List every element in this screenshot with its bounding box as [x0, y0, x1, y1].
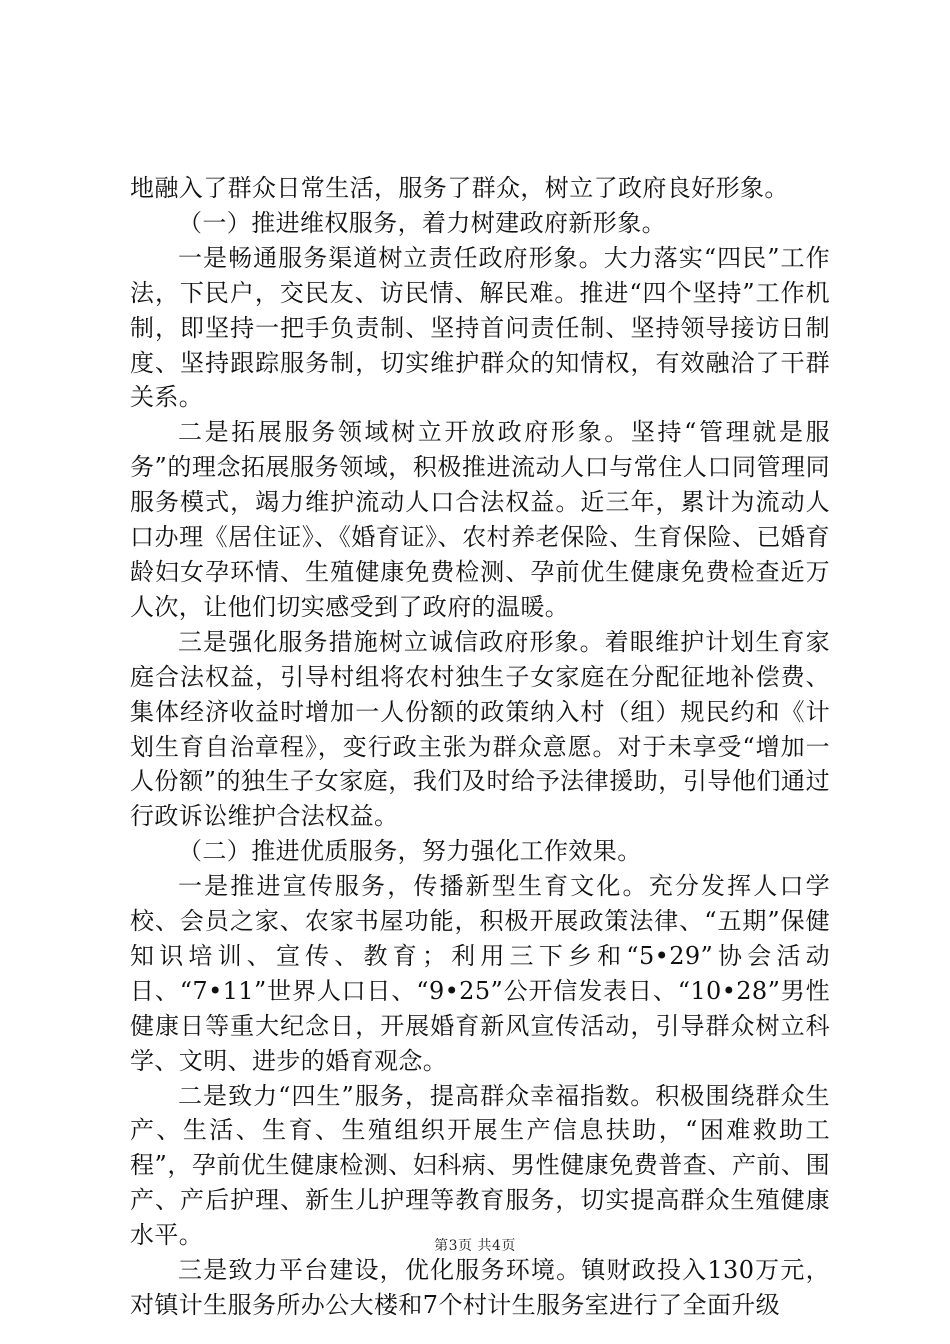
section-heading-2: （二）推进优质服务，努力强化工作效果。 [178, 837, 642, 866]
paragraph-4: 三是强化服务措施树立诚信政府形象。着眼维护计划生育家庭合法权益，引导村组将农村独生子女家庭在分配征地补偿费、集体经济收益时增加一人份额的政策纳入村（组）规民约和《计划生育自治章程》，变行政主张为群众意愿。对于未享受“增加一人份额”的独生子女家庭，我们及时给予法律援助，引导他们通过行政诉讼维护合法权益。 [130, 627, 830, 831]
paragraph-3: 二是拓展服务领域树立开放政府形象。坚持“管理就是服务”的理念拓展服务领域，积极推进流动人口与常住人口同管理同服务模式，竭力维护流动人口合法权益。近三年，累计为流动人口办理《居住证》、《婚育证》、农村养老保险、生育保险、已婚育龄妇女孕环情、生殖健康免费检测、孕前优生健康免费检查近万人次，让他们切实感受到了政府的温暖。 [130, 418, 830, 621]
page-footer: 第3页 共4页 [434, 1238, 516, 1254]
paragraph-1: 地融入了群众日常生活，服务了群众，树立了政府良好形象。 [130, 174, 789, 202]
paragraph-2: 一是畅通服务渠道树立责任政府形象。大力落实“四民”工作法，下民户，交民友、访民情、解民难。推进“四个坚持”工作机制，即坚持一把手负责制、坚持首问责任制、坚持领导接访日制度、坚持跟踪服务制，切实维护群众的知情权，有效融洽了干群关系。 [130, 243, 830, 412]
paragraph-5: 一是推进宣传服务，传播新型生育文化。充分发挥人口学校、会员之家、农家书屋功能，积极开展政策法律、“五期”保健知识培训、宣传、教育；利用三下乡和“5•29”协会活动日、“7•11”世界人口日、“9•25”公开信发表日、“10•28”男性健康日等重大纪念日，开展婚育新风宣传活动，引导群众树立科学、文明、进步的婚育观念。 [130, 872, 830, 1075]
paragraph-7: 三是致力平台建设，优化服务环境。镇财政投入130万元，对镇计生服务所办公大楼和7个村计生服务室进行了全面升级 [130, 1256, 830, 1319]
body-text [130, 171, 830, 1323]
section-heading-1: （一）推进维权服务，着力树建政府新形象。 [178, 208, 666, 237]
paragraph-6: 二是致力“四生”服务，提高群众幸福指数。积极围绕群众生产、生活、生育、生殖组织开展生产信息扶助，“困难救助工程”，孕前优生健康检测、妇科病、男性健康免费普查、产前、围产、产后护理、新生儿护理等教育服务，切实提高群众生殖健康水平。 [130, 1081, 830, 1250]
